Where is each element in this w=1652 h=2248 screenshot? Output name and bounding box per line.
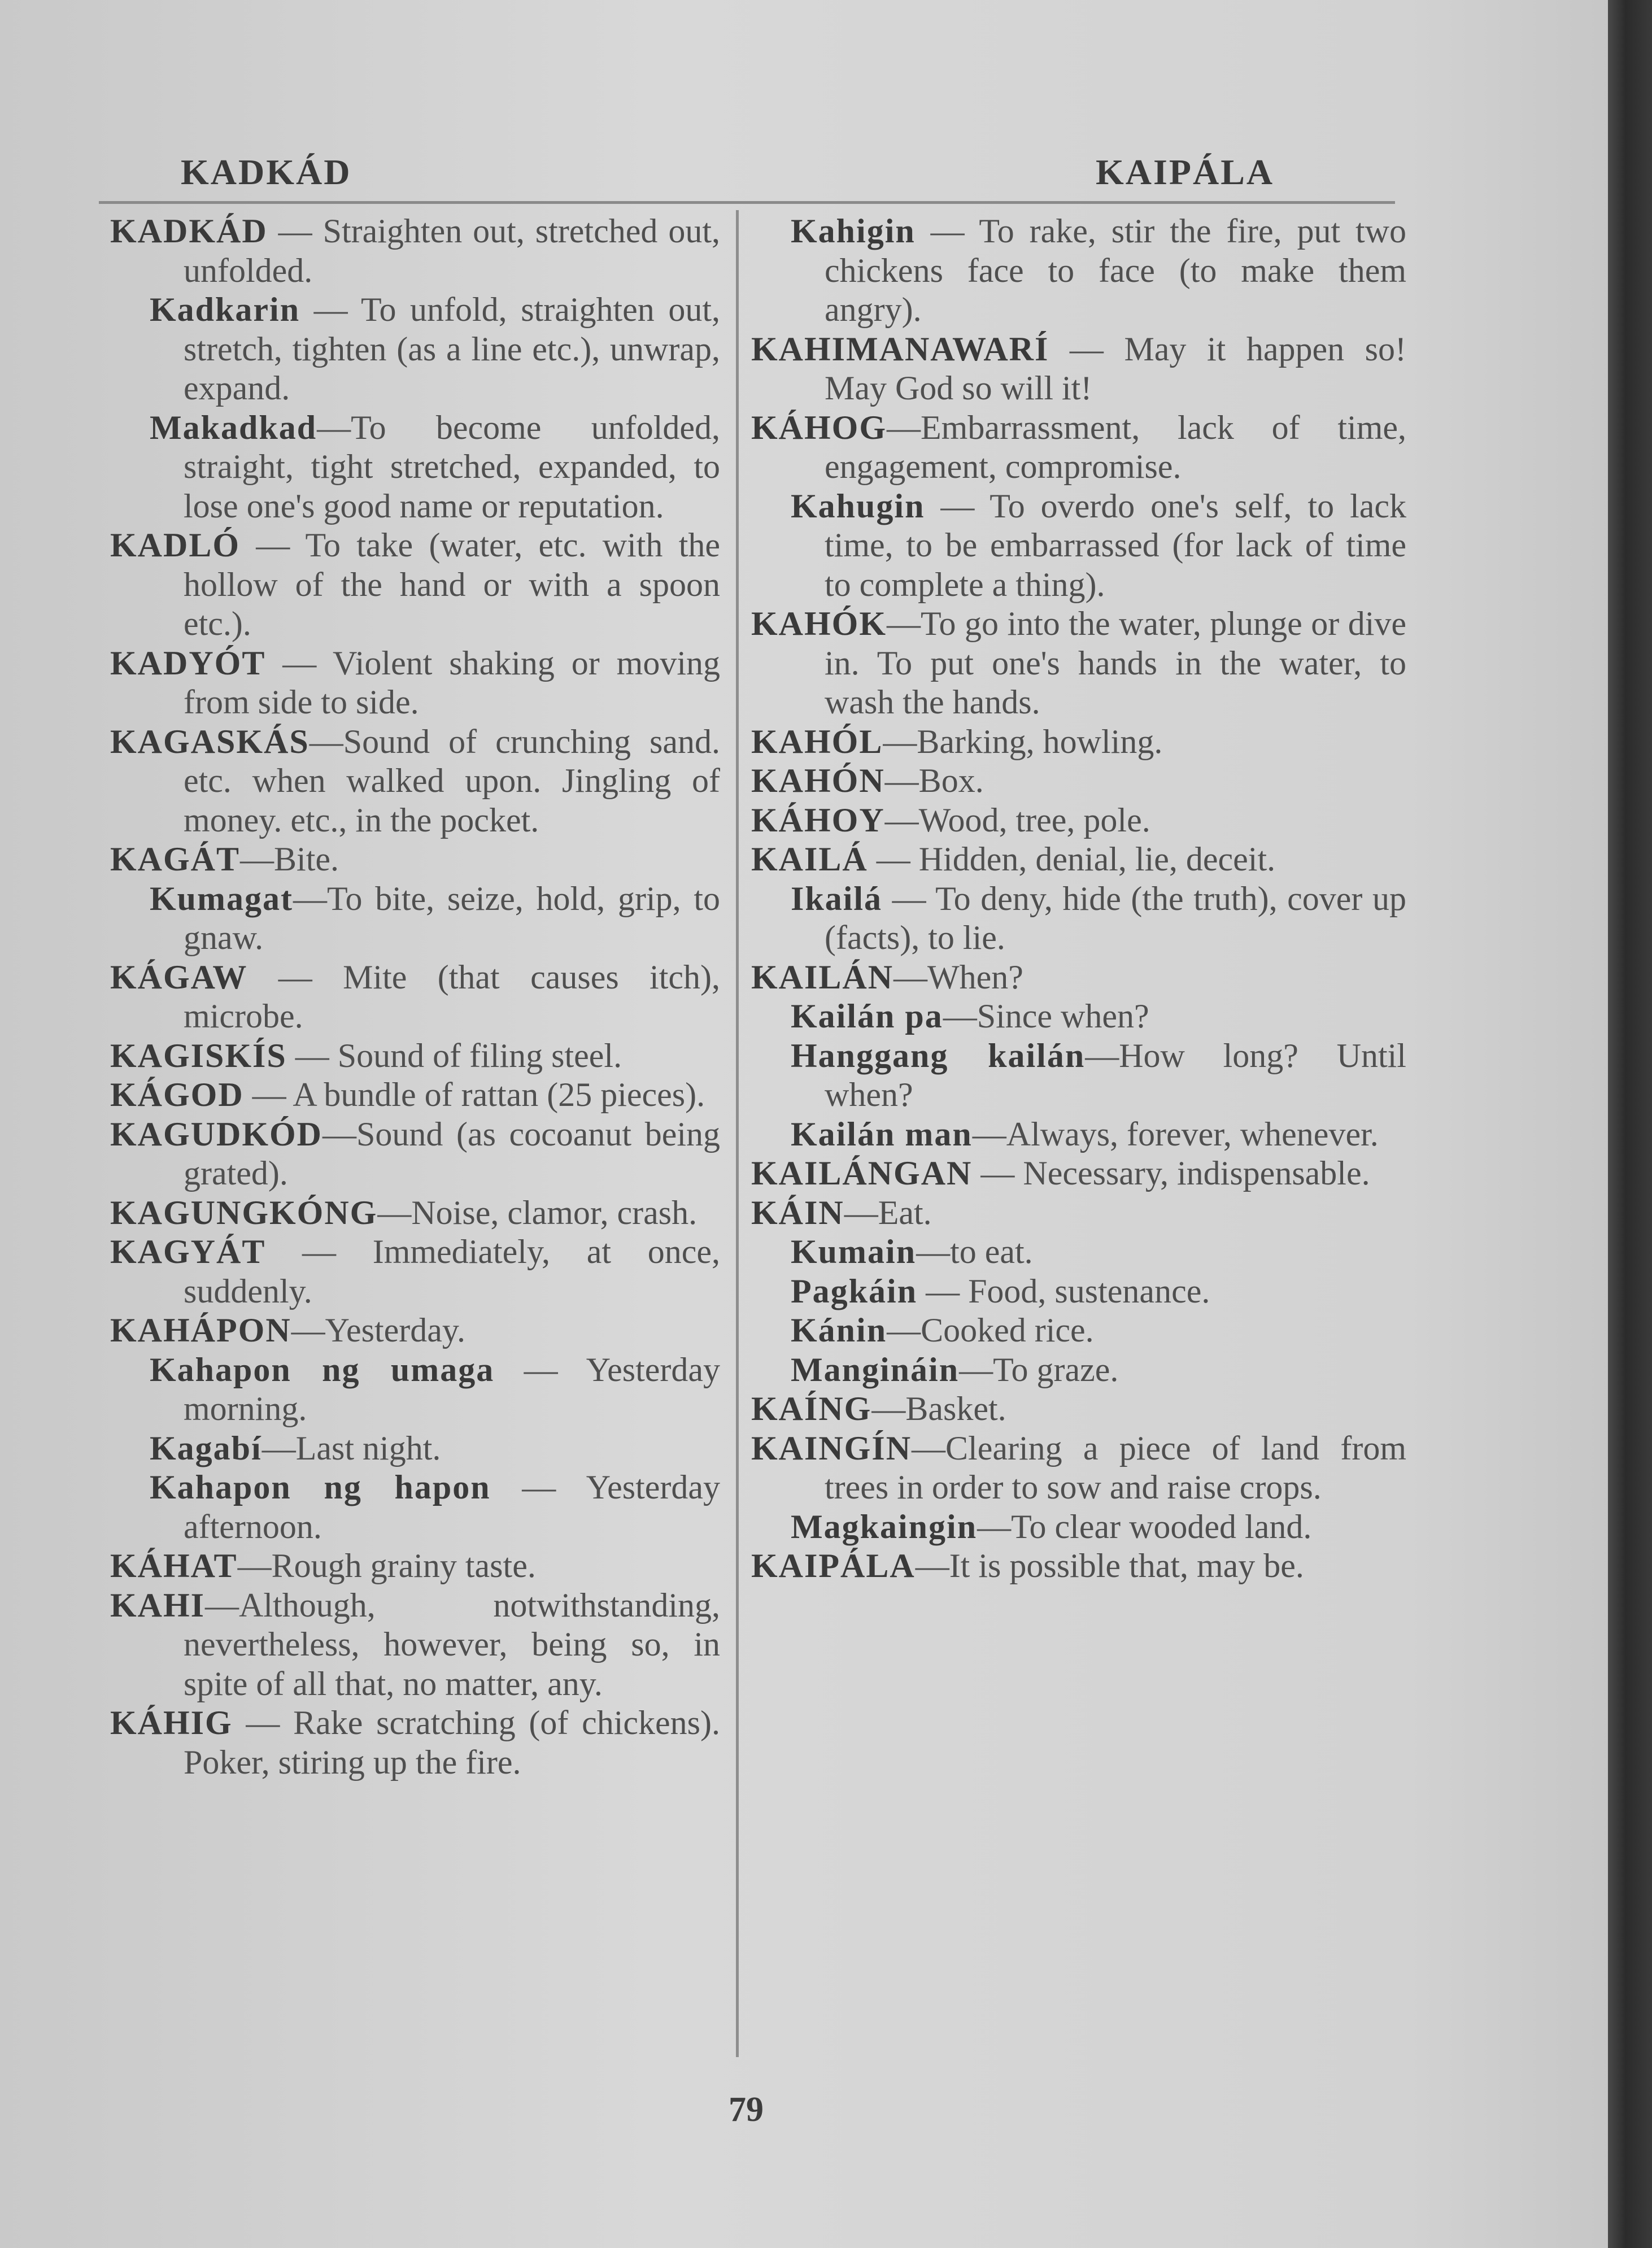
entry-headword: KAGYÁT <box>110 1233 266 1270</box>
entry-headword: KAGASKÁS <box>110 722 310 760</box>
header-rule <box>99 201 1395 204</box>
subentry-headword: Kumain <box>791 1233 917 1270</box>
dictionary-entry <box>110 212 720 290</box>
entry-definition: —Eat. <box>844 1193 932 1231</box>
guide-word-right: KAIPÁLA <box>1096 152 1275 192</box>
dictionary-entry <box>110 1075 720 1115</box>
subentry-headword: Kumagat <box>150 879 293 917</box>
entry-definition: — Violent shaking or moving from side to side. <box>184 644 720 721</box>
entry-headword: KAGUNGKÓNG <box>110 1193 378 1231</box>
dictionary-subentry <box>751 212 1406 330</box>
subentry-definition: —To become unfolded, straight, tight stretched, expanded, to lose one's good name or reputation. <box>184 408 720 525</box>
subentry-headword: Kadkarin <box>150 291 300 328</box>
entry-definition: — A bundle of rattan (25 pieces). <box>243 1076 705 1113</box>
dictionary-entry <box>110 1232 720 1311</box>
dictionary-subentry <box>751 1232 1406 1272</box>
subentry-definition: — To deny, hide (the truth), cover up (facts), to lie. <box>825 879 1406 956</box>
dictionary-entry <box>110 644 720 722</box>
entry-definition: —Embarrassment, lack of time, engagement, compromise. <box>825 408 1406 485</box>
entry-headword: KAHIMANAWARÍ <box>751 330 1049 368</box>
dictionary-entry <box>751 1154 1406 1193</box>
subentry-definition: —to eat. <box>916 1233 1033 1270</box>
entry-headword: KADKÁD <box>110 212 268 250</box>
dictionary-subentry <box>751 1272 1406 1312</box>
subentry-definition: — To rake, stir the fire, put two chickens face to face (to make them angry). <box>825 212 1406 328</box>
entry-headword: KAILÁ <box>751 840 868 878</box>
dictionary-entry <box>110 1704 720 1782</box>
dictionary-entry <box>751 604 1406 722</box>
subentry-headword: Kahugin <box>791 487 925 525</box>
entry-headword: KAILÁN <box>751 958 894 996</box>
entry-headword: KAGISKÍS <box>110 1036 287 1074</box>
entry-definition: —To go into the water, plunge or dive in. To put one's hands in the water, to wash the hands. <box>825 605 1406 721</box>
entry-definition: —Box. <box>884 762 984 799</box>
subentry-headword: Kahapon ng hapon <box>150 1469 491 1506</box>
entry-definition: —Although, notwithstanding, nevertheless, however, being so, in spite of all that, no matter, any. <box>184 1586 720 1702</box>
entry-headword: KAINGÍN <box>751 1429 912 1467</box>
subentry-headword: Magkaingin <box>791 1508 978 1545</box>
entry-headword: KADLÓ <box>110 526 241 564</box>
entry-headword: KAIPÁLA <box>751 1547 916 1584</box>
dictionary-subentry <box>751 1311 1406 1350</box>
dictionary-entry <box>110 840 720 879</box>
entry-headword: KAHÓK <box>751 605 887 642</box>
entry-definition: —Sound of crunching sand. etc. when walked upon. Jingling of money. etc., in the pocket. <box>184 722 720 839</box>
subentry-definition: —To clear wooded land. <box>977 1508 1312 1545</box>
dictionary-entry <box>751 1546 1406 1586</box>
dictionary-subentry <box>751 997 1406 1036</box>
entry-definition: —When? <box>893 958 1023 996</box>
subentry-headword: Kailán pa <box>791 997 943 1035</box>
dictionary-entry <box>110 526 720 644</box>
entry-headword: KÁGOD <box>110 1076 244 1113</box>
subentry-headword: Kánin <box>791 1312 887 1349</box>
entry-definition: — Rake scratching (of chickens). Poker, stiring up the fire. <box>184 1704 720 1781</box>
entry-definition: — Straighten out, stretched out, unfolded. <box>184 212 720 289</box>
entry-headword: KÁHOY <box>751 801 885 839</box>
entry-headword: KADYÓT <box>110 644 266 682</box>
subentry-headword: Pagkáin <box>791 1272 918 1310</box>
subentry-headword: Kahigin <box>791 212 916 250</box>
subentry-headword: Makadkad <box>150 408 317 446</box>
dictionary-subentry <box>751 1036 1406 1115</box>
subentry-headword: Kagabí <box>150 1429 262 1467</box>
entry-definition: —Clearing a piece of land from trees in order to sow and raise crops. <box>825 1429 1406 1506</box>
entry-headword: KAÍNG <box>751 1390 872 1427</box>
dictionary-entry <box>110 1311 720 1350</box>
dictionary-entry <box>751 840 1406 879</box>
dictionary-entry <box>751 1429 1406 1508</box>
entry-definition: — Mite (that causes itch), microbe. <box>184 958 720 1035</box>
subentry-headword: Kailán man <box>791 1115 973 1153</box>
subentry-definition: — To overdo one's self, to lack time, to be embarrassed (for lack of time to complete a thing). <box>825 487 1406 603</box>
dictionary-entry <box>110 1193 720 1233</box>
entry-headword: KÁHOG <box>751 408 887 446</box>
subentry-definition: —To graze. <box>959 1350 1119 1388</box>
subentry-definition: —Since when? <box>943 997 1149 1035</box>
entry-definition: —Rough grainy taste. <box>237 1547 536 1584</box>
book-binding-edge <box>1608 0 1652 2248</box>
dictionary-entry <box>751 722 1406 762</box>
entry-definition: —Bite. <box>240 840 339 878</box>
subentry-headword: Kahapon ng umaga <box>150 1350 495 1388</box>
entry-headword: KÁHAT <box>110 1547 238 1584</box>
entry-definition: — To take (water, etc. with the hollow of the hand or with a spoon etc.). <box>184 526 720 642</box>
dictionary-entry <box>110 722 720 840</box>
subentry-headword: Hanggang kailán <box>791 1036 1086 1074</box>
entry-definition: — Necessary, indispensable. <box>972 1155 1370 1192</box>
dictionary-entry <box>751 1193 1406 1233</box>
entry-definition: —Noise, clamor, crash. <box>377 1193 698 1231</box>
dictionary-subentry <box>110 1350 720 1429</box>
entry-definition: —Wood, tree, pole. <box>884 801 1150 839</box>
dictionary-entry <box>751 958 1406 997</box>
entry-definition: —Sound (as cocoanut being grated). <box>184 1115 720 1192</box>
dictionary-entry <box>751 1389 1406 1429</box>
subentry-definition: — Food, sustenance. <box>917 1272 1210 1310</box>
entry-definition: —Yesterday. <box>291 1312 465 1349</box>
entry-definition: — Immediately, at once, suddenly. <box>184 1233 720 1310</box>
entry-definition: —Barking, howling. <box>883 722 1163 760</box>
subentry-definition: —Always, forever, whenever. <box>972 1115 1379 1153</box>
subentry-definition: —Cooked rice. <box>887 1312 1094 1349</box>
dictionary-subentry <box>110 1468 720 1546</box>
right-column <box>751 212 1406 1586</box>
dictionary-entry <box>751 330 1406 408</box>
subentry-definition: —Last night. <box>261 1429 441 1467</box>
dictionary-subentry <box>110 879 720 958</box>
entry-headword: KAGÁT <box>110 840 241 878</box>
subentry-headword: Mangináin <box>791 1350 960 1388</box>
entry-headword: KÁGAW <box>110 958 248 996</box>
dictionary-subentry <box>751 879 1406 958</box>
dictionary-subentry <box>751 1115 1406 1155</box>
dictionary-entry <box>110 1036 720 1076</box>
entry-headword: KÁHIG <box>110 1704 233 1741</box>
guide-word-left: KADKÁD <box>181 152 352 192</box>
dictionary-subentry <box>751 487 1406 605</box>
subentry-headword: Ikailá <box>791 879 883 917</box>
entry-definition: —It is possible that, may be. <box>915 1547 1304 1584</box>
entry-definition: —Basket. <box>871 1390 1006 1427</box>
subentry-definition: —How long? Until when? <box>825 1036 1406 1113</box>
dictionary-entry <box>110 1115 720 1193</box>
subentry-definition: —To bite, seize, hold, grip, to gnaw. <box>184 879 720 956</box>
entry-definition: — Hidden, denial, lie, deceit. <box>868 840 1276 878</box>
dictionary-entry <box>110 1586 720 1704</box>
entry-headword: KÁIN <box>751 1193 844 1231</box>
entry-headword: KAGUDKÓD <box>110 1115 322 1153</box>
column-divider <box>736 210 739 2057</box>
entry-headword: KAHÓN <box>751 762 885 799</box>
dictionary-subentry <box>751 1350 1406 1390</box>
entry-definition: — May it happen so! May God so will it! <box>825 330 1406 407</box>
subentry-definition: — Yesterday afternoon. <box>184 1469 720 1545</box>
entry-definition: — Sound of filing steel. <box>286 1036 622 1074</box>
dictionary-entry <box>110 1546 720 1586</box>
dictionary-subentry <box>751 1508 1406 1547</box>
entry-headword: KAILÁNGAN <box>751 1155 973 1192</box>
entry-headword: KAHI <box>110 1586 206 1624</box>
dictionary-entry <box>751 801 1406 840</box>
subentry-definition: — Yesterday morning. <box>184 1350 720 1427</box>
page-number: 79 <box>729 2090 764 2129</box>
subentry-definition: — To unfold, straighten out, stretch, tighten (as a line etc.), unwrap, expand. <box>184 291 720 407</box>
dictionary-subentry <box>110 290 720 408</box>
dictionary-subentry <box>110 1429 720 1469</box>
dictionary-entry <box>751 761 1406 801</box>
dictionary-entry <box>751 408 1406 487</box>
left-column <box>110 212 720 1782</box>
dictionary-subentry <box>110 408 720 526</box>
entry-headword: KAHÁPON <box>110 1312 291 1349</box>
dictionary-entry <box>110 958 720 1036</box>
entry-headword: KAHÓL <box>751 722 883 760</box>
